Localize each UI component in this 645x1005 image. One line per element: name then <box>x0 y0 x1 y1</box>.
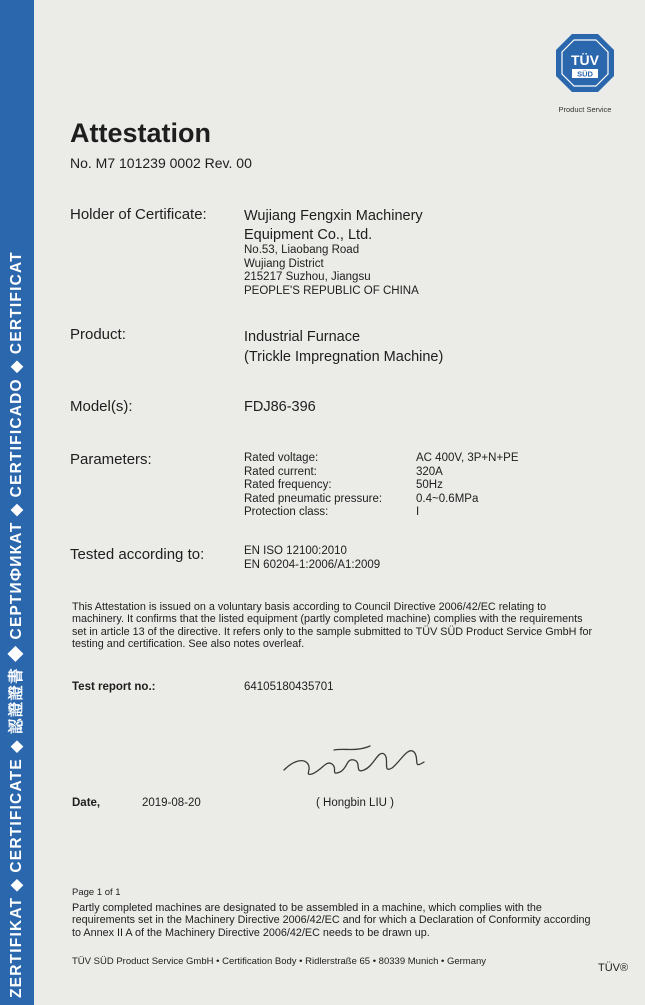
parameter-name: Rated voltage: <box>244 452 319 464</box>
parameter-value: 50Hz <box>416 479 443 491</box>
parameter-name: Rated pneumatic pressure: <box>244 492 383 505</box>
page-info: Page 1 of 1 <box>72 887 121 898</box>
tested-label: Tested according to: <box>70 546 205 563</box>
attestation-statement: This Attestation is issued on a voluntary basis according to Council Directive 2006/42/EC relating to machinery. It confirms that the listed equipment (partly completed machine) complies with the requirements set in article 13 of the directive. It refers only to the sample submitted to TÜV SÜD Product Service GmbH for testing and certification. See also notes overleaf. <box>72 601 593 650</box>
product-value <box>244 327 443 367</box>
parameter-name: Rated frequency: <box>244 479 332 491</box>
footer-address: TÜV SÜD Product Service GmbH • Certification Body • Ridlerstraße 65 • 80339 Munich • Germany <box>72 956 487 967</box>
sidebar-certificate-text: ZERTIFIKAT ◆ CERTIFICATE ◆ 認證證書 ◆ СЕРТИФИКАТ ◆ CERTIFICADO ◆ CERTIFICAT <box>8 251 25 998</box>
parameter-value: 320A <box>416 465 443 478</box>
address-line: No.53, Liaobang Road <box>244 244 360 256</box>
handwritten-signature <box>274 730 444 790</box>
tuv-logo-icon <box>554 32 616 102</box>
parameter-value: AC 400V, 3P+N+PE <box>416 452 519 464</box>
address-line: PEOPLE'S REPUBLIC OF CHINA <box>244 284 419 297</box>
logo-sub: SÜD <box>577 69 593 79</box>
holder-name <box>244 207 423 245</box>
test-report-label: Test report no.: <box>72 681 156 693</box>
parameters-label: Parameters: <box>70 451 152 468</box>
parameter-value: 0.4~0.6MPa <box>416 492 479 505</box>
logo-brand: TÜV <box>571 52 599 68</box>
model-label: Model(s): <box>70 398 133 415</box>
parameter-values <box>416 452 519 520</box>
holder-label: Holder of Certificate: <box>70 206 207 223</box>
holder-name-line2: Equipment Co., Ltd. <box>244 227 373 243</box>
address-line: 215217 Suzhou, Jiangsu <box>244 271 371 283</box>
standard-item: EN 60204-1:2006/A1:2009 <box>244 558 381 571</box>
certificate-sheet <box>34 0 645 1005</box>
parameter-value: I <box>416 506 420 518</box>
date-value: 2019-08-20 <box>142 797 201 809</box>
holder-address <box>244 244 419 298</box>
parameter-name: Rated current: <box>244 465 317 478</box>
document-number: No. M7 101239 0002 Rev. 00 <box>70 155 252 171</box>
date-label: Date, <box>72 797 101 809</box>
logo-caption: Product Service <box>558 105 612 114</box>
test-report-number: 64105180435701 <box>244 681 334 693</box>
page-title: Attestation <box>70 118 211 148</box>
standard-item: EN ISO 12100:2010 <box>244 545 347 557</box>
parameter-name: Protection class: <box>244 506 329 518</box>
parameter-names <box>244 452 382 520</box>
address-line: Wujiang District <box>244 257 324 270</box>
certificate-sidebar-band <box>0 0 34 1005</box>
product-line2: (Trickle Impregnation Machine) <box>244 349 444 365</box>
holder-name-line1: Wujiang Fengxin Machinery <box>244 208 423 224</box>
tested-standards <box>244 545 380 572</box>
signatory-name: ( Hongbin LIU ) <box>316 797 394 809</box>
footer-mark: TÜV® <box>598 962 629 974</box>
model-value: FDJ86-396 <box>244 399 316 415</box>
product-label: Product: <box>70 326 126 343</box>
footnote: Partly completed machines are designated to be assembled in a machine, which complies with the requirements set in the Machinery Directive 2006/42/EC and for which a Declaration of Conformity according to Annex II A of the Machinery Directive 2006/42/EC needs to be drawn up. <box>72 902 591 939</box>
product-line1: Industrial Furnace <box>244 329 361 345</box>
